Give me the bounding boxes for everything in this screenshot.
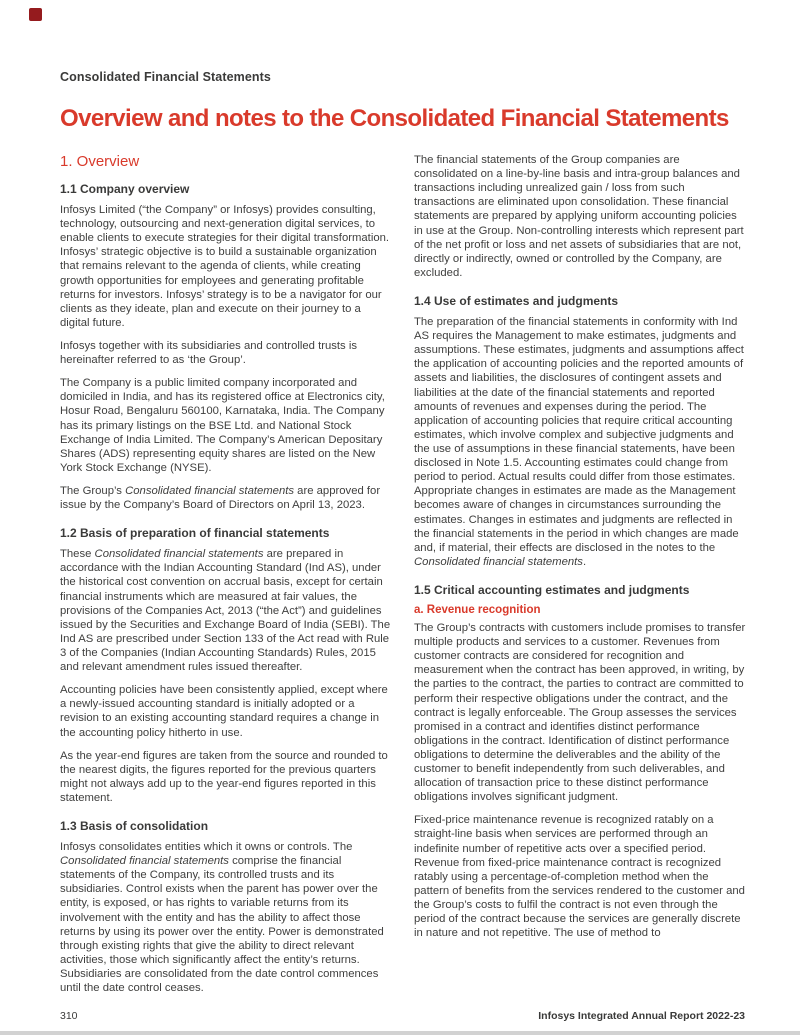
page-footer — [60, 1010, 745, 1022]
paragraph: The Group’s contracts with customers include promises to transfer multiple products and services to a customer. Revenues from customer contracts are considered for recognition and measurement when the contract has been approved, in writing, by the parties to the contract, the parties to contract are committed to perform their respective obligations under the contract, and the contract is legally enforceable. The Group assesses the services promised in a contract and identifies distinct performance obligations in the contract. Identification of distinct performance obligations to determine the deliverables and the ability of the customer to benefit independently from such deliverables, and allocation of transaction price to these distinct performance obligations involves significant judgment. — [414, 621, 746, 804]
left-column — [60, 153, 392, 1004]
page-title: Overview and notes to the Consolidated Financial Statements — [60, 105, 729, 132]
heading-critical-estimates: 1.5 Critical accounting estimates and judgments — [414, 582, 690, 597]
paragraph: The Company is a public limited company incorporated and domiciled in India, and has its registered office at Electronics city, Hosur Road, Bengaluru 560100, Karnataka, India. The Company has its primary listings on the BSE Ltd. and National Stock Exchange of India Limited. The Company’s American Depositary Shares (ADS) representing equity shares are listed on the New York Stock Exchange (NYSE). — [60, 377, 385, 474]
heading-revenue-recognition: a. Revenue recognition — [414, 603, 541, 616]
page-number: 310 — [60, 1010, 78, 1022]
page-content — [60, 70, 745, 1004]
heading-basis-of-consolidation: 1.3 Basis of consolidation — [60, 819, 209, 834]
paragraph: The financial statements of the Group companies are consolidated on a line-by-line basis and intra-group balances and transactions including unrealized gain / loss from such transactions are eliminated upon consolidation. These financial statements are prepared by applying uniform accounting policies in use at the Group. Non-controlling interests which represent part of the net profit or loss and net assets of subsidiaries that are not, directly or indirectly, owned or controlled by the Company, are excluded. — [414, 154, 744, 279]
paragraph: Accounting policies have been consistently applied, except where a newly-issued accounting standard is initially adopted or a revision to an existing accounting standard requires a change in the accounting policy hitherto in use. — [60, 684, 388, 739]
right-column — [414, 153, 746, 1004]
heading-basis-of-preparation: 1.2 Basis of preparation of financial statements — [60, 526, 330, 541]
paragraph: Fixed-price maintenance revenue is recognized ratably on a straight-line basis when services are performed through an indefinite number of repetitive acts over a specified period. Revenue from fixed-price maintenance contract is recognized ratably using a percentage-of-completion method when the pattern of benefits from the services rendered to the customer and the Group’s costs to fulfil the contract is not even through the period of the contract because the services are generally discrete in nature and not repetitive. The use of method to — [414, 814, 745, 940]
paragraph: The Group’s Consolidated financial statements are approved for issue by the Company’s Board of Directors on April 13, 2023. — [60, 484, 381, 512]
paragraph: Infosys Limited (“the Company” or Infosys) provides consulting, technology, outsourcing and next-generation digital services, to enable clients to execute strategies for their digital transformation. Infosys’ strategic objective is to build a sustainable organization that remains relevant to the agenda of clients, while creating growth opportunities for employees and generating profitable returns for investors. Infosys’ strategy is to be a navigator for our clients as they ideate, plan and execute on their journey to a digital future. — [60, 204, 390, 329]
paragraph: These Consolidated financial statements are prepared in accordance with the Indian Accounting Standard (Ind AS), under the historical cost convention on accrual basis, except for certain financial instruments which are measured at fair values, the provisions of the Companies Act, 2013 (“the Act”) and guidelines issued by the Securities and Exchange Board of India (SEBI). The Ind AS are prescribed under Section 133 of the Act read with Rule 3 of the Companies (Indian Accounting Standards) Rules, 2015 and relevant amendment rules issued thereafter. — [60, 548, 391, 674]
paragraph: As the year-end figures are taken from the source and rounded to the nearest digits, the figures reported for the previous quarters might not always add up to the year-end figures reported in this statement. — [60, 749, 388, 804]
heading-overview: 1. Overview — [60, 153, 140, 170]
paragraph: The preparation of the financial statements in conformity with Ind AS requires the Management to make estimates, judgments and assumptions. These estimates, judgments and assumptions affect the application of accounting policies and the reported amounts of assets and liabilities, the disclosures of contingent assets and liabilities at the date of the financial statements and reported amounts of revenues and expenses during the period. The application of accounting policies that require critical accounting estimates, which involve complex and subjective judgments and the use of assumptions in these financial statements, have been disclosed in Note 1.5. Accounting estimates could change from period to period. Actual results could differ from those estimates. Appropriate changes in estimates are made as the Management becomes aware of changes in circumstances surrounding the estimates. Changes in estimates and judgments are reflected in the financial statements in the period in which changes are made and, if material, their effects are disclosed in the notes to the Consolidated financial statements. — [414, 315, 744, 568]
two-column-layout — [60, 153, 745, 1004]
infosys-logo-mark — [29, 8, 42, 21]
heading-use-of-estimates: 1.4 Use of estimates and judgments — [414, 293, 619, 308]
heading-company-overview: 1.1 Company overview — [60, 182, 190, 196]
section-eyebrow: Consolidated Financial Statements — [60, 70, 271, 84]
report-title: Infosys Integrated Annual Report 2022-23 — [538, 1010, 745, 1022]
paragraph: Infosys together with its subsidiaries and controlled trusts is hereinafter referred to as ‘the Group’. — [60, 339, 357, 367]
page-edge-bar — [0, 1031, 800, 1035]
paragraph: Infosys consolidates entities which it owns or controls. The Consolidated financial statements comprise the financial statements of the Company, its controlled trusts and its subsidiaries. Control exists when the parent has power over the entity, is exposed, or has rights to variable returns from its involvement with the entity and has the ability to affect those returns by using its power over the entity. Power is demonstrated through existing rights that give the ability to direct relevant activities, those which significantly affect the entity’s returns. Subsidiaries are consolidated from the date control commences until the date control ceases. — [60, 841, 384, 995]
